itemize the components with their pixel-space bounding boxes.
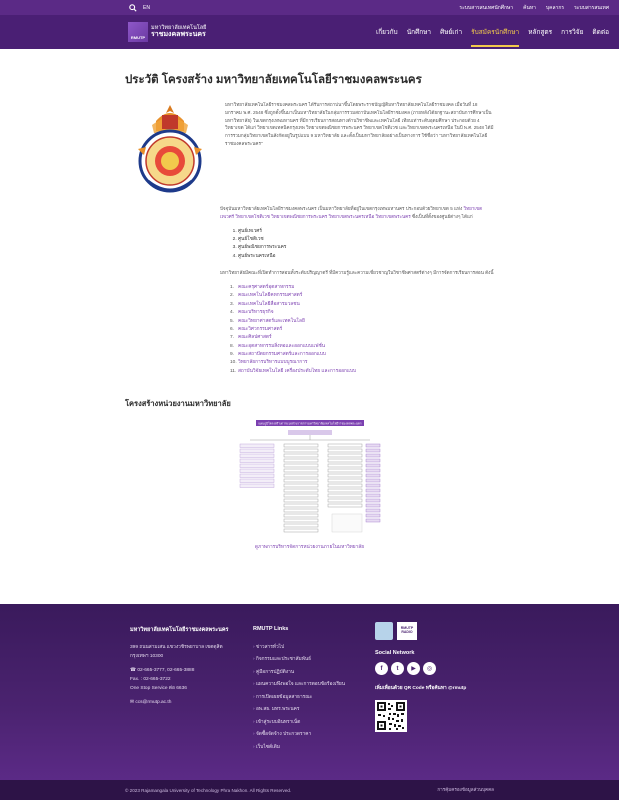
privacy-policy-link[interactable]: การคุ้มครองข้อมูลส่วนบุคคล [437,786,494,792]
mail-icon: ✉ [130,700,136,706]
faculty-link[interactable]: 11. สถาบันวิจัยเทคโนโลยี เครื่องประดับไทย และการออกแบบ [230,368,357,374]
social-icons [375,662,505,675]
nav-contact[interactable]: ติดต่อ [592,29,609,36]
footer-org-name: มหาวิทยาลัยเทคโนโลยีราชมงคลพระนคร [130,627,229,633]
footer-links [253,626,363,754]
footer-social [375,622,505,732]
faculty-link[interactable]: 8. คณะอุตสาหกรรมสิ่งทอและออกแบบแฟชั่น [230,343,326,349]
page-title: ประวัติ โครงสร้าง มหาวิทยาลัยเทคโนโลยีราชมงคลพระนคร [125,74,422,86]
facebook-icon[interactable]: f [375,662,388,675]
site-logo[interactable] [128,22,206,42]
faculty-list [230,284,494,376]
org-chart-heading: แผนภูมิโครงสร้างการแบ่งส่วนราชการมหาวิทยาลัยเทคโนโลยีราชมงคลพระนคร [257,421,362,426]
footer-email[interactable]: ✉ ccs@rmutp.ac.th [130,700,172,706]
logo-badge: RMUTP [128,22,148,42]
footer-link[interactable]: › อพ.สธ. มทร.พระนคร [253,704,363,716]
footer-links-title: RMUTP Links [253,626,289,632]
nav-research[interactable]: การวิจัย [561,29,584,36]
search-icon[interactable] [128,3,138,13]
intro-paragraph: มหาวิทยาลัยเทคโนโลยีราชมงคลพระนคร ได้รับการสถาปนาขึ้นโดยพระราชบัญญัติมหาวิทยาลัยเทคโนโลยีราชมงคล เมื่อวันที่ 18 มกราคม พ.ศ. 2548 ซึ่งถูกตั้งขึ้นมาเป็นมหาวิทยาลัยในกลุ่มการรวมสถาบันเทคโนโลยีราชมงคล (ภายหลังได้ยกฐานะสถาบันการศึกษาเป็นมหาวิทยาลัย) ในเขตกรุงเทพมหานคร ที่มีการเรียนการสอนทางด้านวิชาชีพและเทคโนโลยี เทียบเท่าระดับอุดมศึกษา ประกอบด้วย 4 วิทยาเขต ได้แก่ วิทยาเขตเทคนิคกรุงเทพ วิทยาเขตพณิชยการพระนคร วิทยาเขตโชติเวช และวิทยาเขตพระนครเหนือ ในปี พ.ศ. 2548 ได้มีการรวมกลุ่มวิทยาเขตในสังกัดอยู่ในรูปแบบ 9 มหาวิทยาลัย และตั้งเป็นมหาวิทยาลัยอย่างเป็นทางการ ใช้ชื่อว่า "มหาวิทยาลัยเทคโนโลยีราชมงคลพระนคร" [225,102,494,146]
faculty-link[interactable]: 5. คณะวิทยาศาสตร์และเทคโนโลยี [230,318,305,324]
org-chart-caption-link[interactable]: ดูภาพการบริหารจัดการหน่วยงานภายในมหาวิทยาลัย [254,545,365,551]
org-chart-section [125,418,494,551]
qr-code-icon[interactable] [375,700,407,732]
nav-curriculum[interactable]: หลักสูตร [528,29,553,36]
list-item: 1. ศูนย์เทเวศร์ [238,228,494,236]
footer-contact [130,626,250,708]
copyright-bar [0,780,619,800]
faculty-link[interactable]: 4. คณะบริหารธุรกิจ [230,310,274,316]
faculty-link[interactable]: 9. คณะสถาปัตยกรรมศาสตร์และการออกแบบ [230,352,326,358]
campus-paragraph: ปัจจุบันมหาวิทยาลัยเทคโนโลยีราชมงคลพระนคร เป็นมหาวิทยาลัยที่อยู่ในเขตกรุงเทพมหานคร ประกอบด้วยวิทยาเขต 5 แห่ง วิทยาเขตเทเวศร์ วิทยาเขตโชติเวช วิทยาเขตพณิชยการพระนคร วิทยาเขตพระนครเหนือ วิทยาเขตพระนคร ซึ่งเป็นที่ตั้งของศูนย์ต่างๆ ได้แก่ [220,206,483,219]
copyright-text: © 2023 Rajamangala University of Technology Phra Nakhon. All Rights Reserved. [125,787,292,793]
org-section-title: โครงสร้างหน่วยงานมหาวิทยาลัย [125,399,231,409]
footer-phone: ☎ 02-665-3777, 02-665-3888 [130,668,195,674]
youtube-icon[interactable]: ▶ [407,662,420,675]
footer-link[interactable]: › คู่มือการปฏิบัติงาน [253,667,363,679]
utility-link-info-system[interactable]: ระบบสารสนเทศ [574,4,609,11]
org-chart-image[interactable] [236,418,384,538]
social-title: Social Network [375,650,415,656]
footer-one-stop: One Stop Service ต่อ 6636 [130,685,187,691]
footer-link[interactable]: › เว็บไซต์เดิม [253,742,363,754]
footer-address-line: กรุงเทพฯ 10300 [130,653,164,659]
nav-alumni[interactable]: ศิษย์เก่า [440,29,463,36]
faculty-link[interactable]: 1. คณะครุศาสตร์อุตสาหกรรม [230,284,295,290]
faculty-link[interactable]: 2. คณะเทคโนโลยีคหกรรมศาสตร์ [230,293,303,299]
campus-links[interactable]: วิทยาเขตเทเวศร์ วิทยาเขตโชติเวช วิทยาเขตพณิชยการพระนคร วิทยาเขตพระนครเหนือ วิทยาเขตพระนคร [220,206,483,219]
faculty-link[interactable]: 3. คณะเทคโนโลยีสื่อสารมวลชน [230,301,300,307]
nav-admissions[interactable]: รับสมัครนักศึกษา [471,23,519,41]
list-item: 4. ศูนย์พระนครเหนือ [238,253,494,261]
footer-link[interactable]: › ข่าวสารทั่วไป [253,642,363,654]
language-switch[interactable]: EN [143,4,150,11]
faculty-link[interactable]: 7. คณะศิลปศาสตร์ [230,335,272,341]
footer-link[interactable]: › เข้าสู่ระบบอินทราเน็ต [253,717,363,729]
centers-list [238,228,494,262]
intro-section [125,101,494,195]
footer-fax: Fax. : 02-665-3722 [130,676,171,682]
footer-link[interactable]: › แผนความพึงพอใจ และการตอบข้อร้องเรียน [253,679,363,691]
list-item: 3. ศูนย์พณิชยการพระนคร [238,244,494,252]
top-utility-bar [0,0,619,15]
instagram-icon[interactable]: ◎ [423,662,436,675]
radio-avatar-icon [375,622,393,640]
radio-banner[interactable] [375,622,505,640]
footer-link[interactable]: › จัดซื้อจัดจ้าง ประกวดราคา [253,729,363,741]
utility-link-staff[interactable]: บุคลากร [545,4,565,11]
faculty-link[interactable]: 10. วิทยาลัยการบริหารแบบบูรณาการ [230,360,308,366]
logo-line-1: มหาวิทยาลัยเทคโนโลยี [151,25,207,32]
main-header [0,15,619,49]
phone-icon: ☎ [130,668,138,674]
faculty-link[interactable]: 6. คณะวิศวกรรมศาสตร์ [230,326,283,332]
footer-link[interactable]: › กิจกรรมและประชาสัมพันธ์ [253,654,363,666]
faculty-intro-paragraph: มหาวิทยาลัยมีคณะที่เปิดทำการสอนทั้งระดับปริญญาตรี ที่มีความรู้และความเชี่ยวชาญในวิชาชีพศาสตร์ต่างๆ มีการจัดการเรียนการสอน ดังนี้ [220,270,494,276]
list-item: 2. ศูนย์โชติเวช [238,236,494,244]
utility-link-search[interactable]: ค้นหา [523,4,536,11]
logo-line-2: ราชมงคลพระนคร [151,31,206,39]
main-content [0,49,619,551]
footer-link-list [253,642,363,754]
twitter-icon[interactable]: t [391,662,404,675]
nav-about[interactable]: เกี่ยวกับ [376,29,398,36]
main-nav [376,15,609,49]
site-footer [0,604,619,780]
radio-logo: RMUTP RADIO [397,622,417,640]
body-section [125,205,494,376]
utility-links [459,4,609,12]
footer-address-line: 399 ถนนสามเสน แขวงวชิรพยาบาล เขตดุสิต [130,645,223,650]
utility-link-student-system[interactable]: ระบบสารสนเทศนักศึกษา [459,4,514,11]
line-add-text: เพิ่มเพื่อนด้วย QR Code หรือค้นหา @rmutp [375,686,467,691]
footer-link[interactable]: › การเปิดเผยข้อมูลสาธารณะ [253,692,363,704]
nav-students[interactable]: นักศึกษา [406,29,432,36]
university-emblem-icon [125,101,215,195]
